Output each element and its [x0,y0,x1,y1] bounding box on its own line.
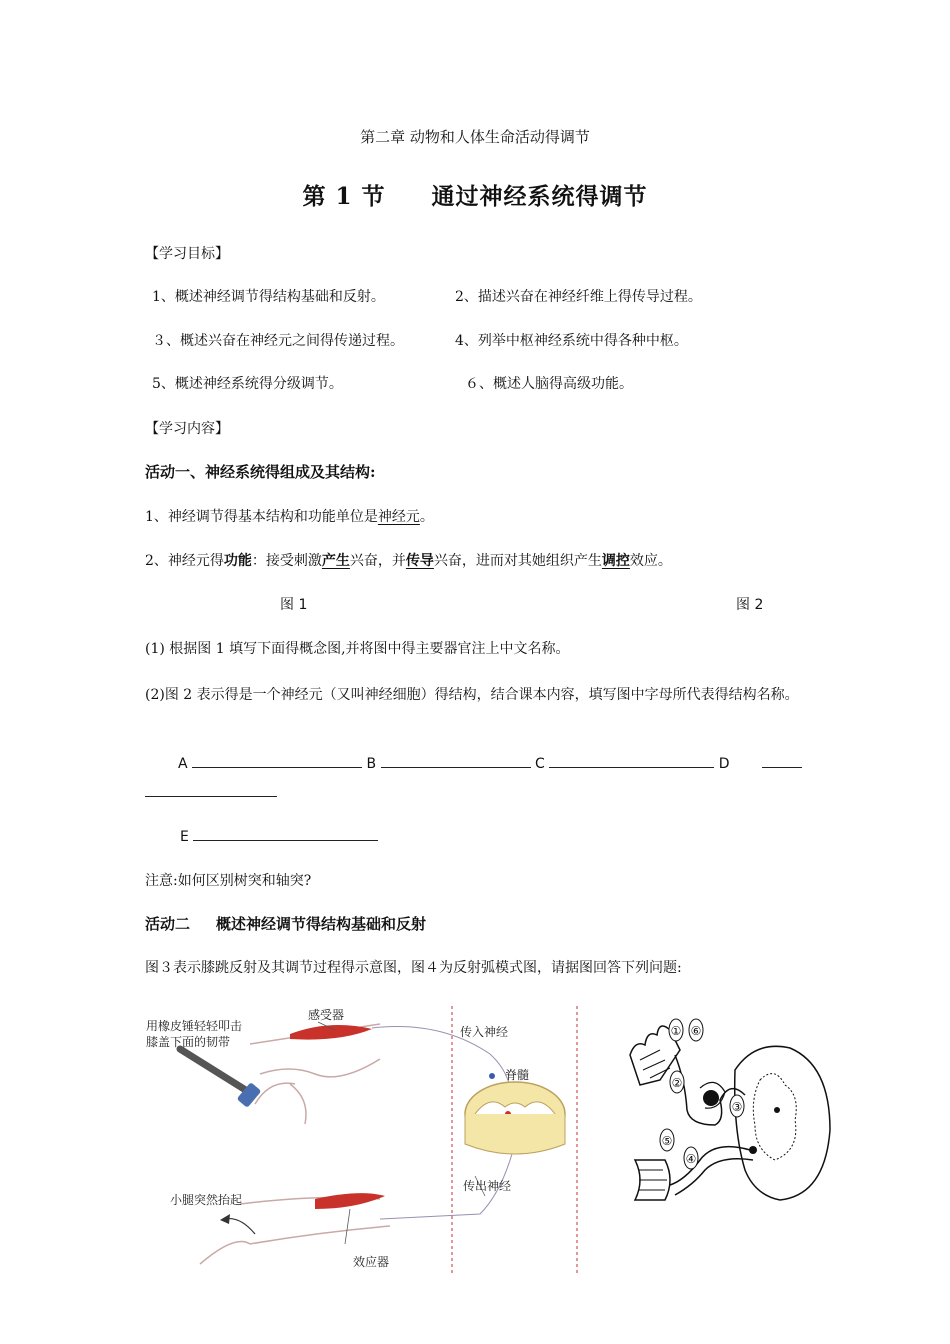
label-spinal-cord: 脊髓 [505,1068,530,1082]
q2-answer: 产生 [321,553,350,569]
label-ligament: 膝盖下面的韧带 [146,1035,231,1049]
fig4-number: ⑥ [690,1024,702,1038]
task-2: (2)图 2 表示得是一个神经元（又叫神经细胞）得结构，结合课本内容，填写图中字母所代表得结构名称。 [145,687,799,703]
blank-label-b: B [366,756,377,772]
label-receptor: 感受器 [308,1008,345,1022]
fig4-number: ① [670,1024,682,1038]
blank-c[interactable] [549,754,714,768]
q2-answer: 传导 [405,553,434,569]
activity2-title: 活动二 [145,915,191,933]
blank-d[interactable] [762,754,802,768]
blank-label-a: A [178,756,188,772]
label-hammer: 用橡皮锤轻轻叩击 [146,1019,243,1033]
activity2-subtitle: 概述神经调节得结构基础和反射 [216,915,427,933]
goal-item: ３、概述兴奋在神经元之间得传递过程。 [152,333,404,349]
figure-1-label: 图 1 [280,597,308,613]
goal-item: 1、概述神经调节得结构基础和反射。 [152,289,385,305]
label-effector: 效应器 [353,1255,390,1269]
question-2 [145,550,672,570]
activity2-intro: 图３表示膝跳反射及其调节过程得示意图，图４为反射弧模式图，请据图回答下列问题: [145,960,682,976]
activity2-heading [145,913,426,934]
q2-text: 兴奋，进而对其她组织产生 [433,553,602,569]
q2-text: 效应。 [629,553,672,569]
blank-a[interactable] [192,754,362,768]
chapter-title: 第二章 动物和人体生命活动得调节 [360,128,590,146]
q1-answer: 神经元 [377,509,420,525]
goal-item: ６、概述人脑得高级功能。 [465,376,633,392]
label-afferent-nerve: 传入神经 [460,1025,509,1039]
fig4-number: ② [671,1076,683,1090]
section-number: 第 1 节 [302,183,386,210]
label-efferent-nerve: 传出神经 [463,1179,512,1193]
question-1 [145,506,434,526]
q2-prefix: 2、神经元得 [145,553,224,569]
goal-item: 2、描述兴奋在神经纤维上得传导过程。 [455,289,702,305]
q2-answer: 调控 [601,553,630,569]
blank-label-e: E [180,829,189,845]
blank-label-c: C [535,756,545,772]
activity1-title: 活动一、神经系统得组成及其结构: [145,463,376,481]
blank-d-continued[interactable] [145,796,277,797]
blank-e[interactable] [193,827,378,841]
q2-text: 兴奋，并 [349,553,406,569]
fig4-number: ⑤ [661,1134,673,1148]
note: 注意:如何区别树突和轴突? [145,873,312,889]
blank-label-d: D [718,756,730,772]
blank-row-e [180,827,378,845]
fig4-number: ④ [685,1152,697,1166]
blank-row [178,754,802,772]
figure-3-knee-reflex [140,1004,585,1279]
goal-item: 5、概述神经系统得分级调节。 [152,376,343,392]
fig4-number: ③ [731,1100,743,1114]
blank-b[interactable] [381,754,531,768]
section-name: 通过神经系统得调节 [431,183,648,210]
q1-prefix: 1、神经调节得基本结构和功能单位是 [145,509,378,525]
q2-bold: 功能 [223,553,252,569]
q2-text: ：接受刺激 [251,553,322,569]
goals-heading: 【学习目标】 [145,246,229,262]
figure-4-reflex-arc [625,1010,835,1210]
q1-suffix: 。 [419,509,434,525]
label-leg-lift: 小腿突然抬起 [170,1193,243,1207]
task-1: (1) 根据图 1 填写下面得概念图,并将图中得主要器官注上中文名称。 [145,641,570,657]
content-heading: 【学习内容】 [145,421,229,437]
figure-2-label: 图 2 [736,597,764,613]
goal-item: 4、列举中枢神经系统中得各种中枢。 [455,333,688,349]
section-title [0,178,950,211]
